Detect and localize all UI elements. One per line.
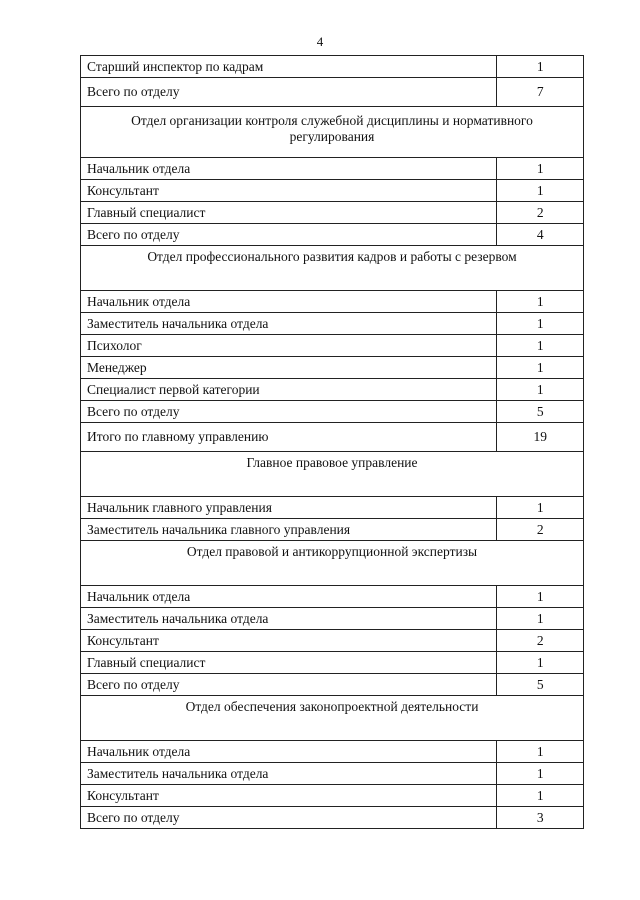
count-cell: 7	[497, 78, 584, 107]
count-cell: 4	[497, 224, 584, 246]
table-row	[81, 401, 584, 423]
position-cell: Начальник отдела	[81, 741, 497, 763]
section-header-row	[81, 246, 584, 291]
table-row	[81, 224, 584, 246]
count-cell: 1	[497, 335, 584, 357]
table-row	[81, 291, 584, 313]
section-header-row	[81, 452, 584, 497]
count-cell: 5	[497, 401, 584, 423]
count-cell: 2	[497, 202, 584, 224]
staffing-table	[80, 55, 584, 829]
position-cell: Всего по отделу	[81, 807, 497, 829]
table-row	[81, 202, 584, 224]
position-cell: Заместитель начальника отдела	[81, 608, 497, 630]
count-cell: 1	[497, 608, 584, 630]
table-row	[81, 379, 584, 401]
table-row	[81, 56, 584, 78]
count-cell: 1	[497, 158, 584, 180]
position-cell: Всего по отделу	[81, 401, 497, 423]
table-row	[81, 630, 584, 652]
page-number: 4	[316, 34, 324, 49]
section-title: Отдел организации контроля служебной дисциплины и нормативного регулирования	[81, 107, 584, 158]
count-cell: 1	[497, 357, 584, 379]
position-cell: Консультант	[81, 630, 497, 652]
position-cell: Начальник отдела	[81, 586, 497, 608]
count-cell: 1	[497, 741, 584, 763]
staffing-table-body	[81, 56, 584, 829]
section-title: Главное правовое управление	[81, 452, 584, 497]
table-row	[81, 357, 584, 379]
table-row	[81, 158, 584, 180]
section-title: Отдел обеспечения законопроектной деятельности	[81, 696, 584, 741]
section-title: Отдел профессионального развития кадров и работы с резервом	[81, 246, 584, 291]
position-cell: Специалист первой категории	[81, 379, 497, 401]
table-row	[81, 674, 584, 696]
position-cell: Всего по отделу	[81, 78, 497, 107]
section-header-row	[81, 541, 584, 586]
count-cell: 1	[497, 497, 584, 519]
position-cell: Консультант	[81, 180, 497, 202]
count-cell: 1	[497, 313, 584, 335]
table-row	[81, 180, 584, 202]
count-cell: 1	[497, 785, 584, 807]
count-cell: 5	[497, 674, 584, 696]
position-cell: Заместитель начальника главного управления	[81, 519, 497, 541]
count-cell: 3	[497, 807, 584, 829]
position-cell: Заместитель начальника отдела	[81, 313, 497, 335]
position-cell: Консультант	[81, 785, 497, 807]
position-cell: Заместитель начальника отдела	[81, 763, 497, 785]
position-cell: Главный специалист	[81, 652, 497, 674]
table-row	[81, 519, 584, 541]
count-cell: 1	[497, 56, 584, 78]
table-row	[81, 652, 584, 674]
table-row	[81, 313, 584, 335]
count-cell: 1	[497, 291, 584, 313]
count-cell: 2	[497, 519, 584, 541]
position-cell: Менеджер	[81, 357, 497, 379]
table-row	[81, 785, 584, 807]
table-row	[81, 497, 584, 519]
table-row	[81, 763, 584, 785]
count-cell: 1	[497, 379, 584, 401]
section-header-row	[81, 696, 584, 741]
count-cell: 19	[497, 423, 584, 452]
count-cell: 1	[497, 180, 584, 202]
position-cell: Всего по отделу	[81, 224, 497, 246]
position-cell: Старший инспектор по кадрам	[81, 56, 497, 78]
position-cell: Главный специалист	[81, 202, 497, 224]
count-cell: 1	[497, 652, 584, 674]
count-cell: 1	[497, 763, 584, 785]
position-cell: Всего по отделу	[81, 674, 497, 696]
position-cell: Психолог	[81, 335, 497, 357]
table-row	[81, 807, 584, 829]
section-header-row	[81, 107, 584, 158]
section-title: Отдел правовой и антикоррупционной экспертизы	[81, 541, 584, 586]
table-row	[81, 608, 584, 630]
table-row	[81, 586, 584, 608]
position-cell: Начальник отдела	[81, 158, 497, 180]
position-cell: Итого по главному управлению	[81, 423, 497, 452]
table-row	[81, 423, 584, 452]
count-cell: 1	[497, 586, 584, 608]
position-cell: Начальник отдела	[81, 291, 497, 313]
count-cell: 2	[497, 630, 584, 652]
table-row	[81, 335, 584, 357]
table-row	[81, 78, 584, 107]
table-row	[81, 741, 584, 763]
position-cell: Начальник главного управления	[81, 497, 497, 519]
